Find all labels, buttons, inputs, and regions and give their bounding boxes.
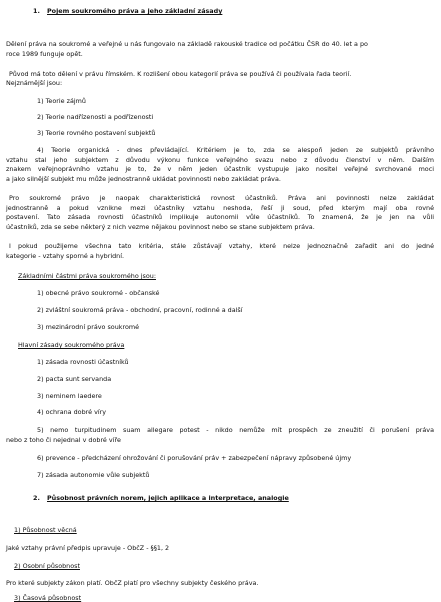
principle-item: 7) zásada autonomie vůle subjektů	[37, 471, 150, 479]
para2-line-3: postavení. Tato zásada rovnosti účastníků implikuje autonomii vůle účastníků. To znamená, že je jen na vůli	[6, 213, 434, 221]
principle-item: 2) pacta sunt servanda	[37, 375, 112, 383]
theory-item: 2) Teorie nadřízenosti a podřízenosti	[37, 113, 154, 121]
para2-line-1: Pro soukromé právo je naopak charakteristická rovnost účastníků. Práva ani povinnosti nelze zakládat	[9, 194, 434, 202]
theory4-line-2: vztahu stal jeho subjektem z důvodu výkonu funkce veřejného svazu nebo z důvodu členství v něm. Dalším	[6, 156, 434, 164]
para3-line-2: kategorie - vztahy sporné a hybridní.	[6, 252, 125, 260]
theory4-line-4: a jako silnější subjekt mu může jednostranně ukládat povinnosti nebo zakládat práva.	[6, 175, 281, 183]
intro-line-2: roce 1989 funguje opět.	[6, 50, 83, 58]
section-1-heading: Pojem soukromého práva a jeho základní zásady	[47, 7, 223, 15]
sub1-text: Jaké vztahy právní předpis upravuje - ObčZ - §§1, 2	[6, 544, 170, 552]
para2-line-2: jednostranně a pokud vznikne mezi účastníky vztahu neshoda, řeší ji soud, před kterým mají oba rovné	[6, 204, 434, 212]
theory4-line-3: znakem veřejnoprávního vztahu je to, že v něm jeden účastník vystupuje jako nositel veřejné svrchované moci	[6, 165, 434, 173]
principle-item: 6) prevence - předcházení ohrožování či porušování práv + zabezpečení nápravy způsobené újmy	[37, 454, 352, 462]
section-2-heading: Působnost právních norem, jejich aplikace a interpretace, analogie	[47, 494, 289, 502]
theory-item: 3) Teorie rovného postavení subjektů	[37, 129, 156, 137]
sub2-heading: 2) Osobní působnost	[14, 562, 80, 570]
principle-item: 4) ochrana dobré víry	[37, 408, 107, 416]
parts-item: 3) mezinárodní právo soukromé	[37, 323, 140, 331]
intro-line-1: Dělení práva na soukromé a veřejné u nás fungovalo na základě rakouské tradice od počátku ČSR do 40. let a po	[6, 40, 368, 48]
theory-item: 1) Teorie zájmů	[37, 97, 86, 105]
parts-heading: Základními částmi práva soukromého jsou:	[18, 272, 156, 280]
para1-line-2: Nejznámější jsou:	[6, 79, 63, 87]
para2-line-4: účastníků, zda se sebe některý z nich vezme nějakou povinnost nebo se stane subjektem práva.	[6, 223, 315, 231]
sub1-heading: 1) Působnost věcná	[14, 526, 77, 534]
sub2-text: Pro které subjekty zákon platí. ObčZ platí pro všechny subjekty českého práva.	[6, 579, 259, 587]
principle5-line-1: 5) nemo turpitudinem suam allegare potest - nikdo nemůže mít prospěch ze zneužití či porušení práva	[37, 426, 434, 434]
principle-item: 1) zásada rovnosti účastníků	[37, 358, 129, 366]
theory4-line-1: 4) Teorie organická - dnes převládající. Kritériem je to, zda se alespoň jeden ze subjektů právního	[37, 146, 434, 154]
principle-item: 3) neminem laedere	[37, 392, 102, 400]
parts-item: 1) obecné právo soukromé - občanské	[37, 289, 160, 297]
parts-item: 2) zvláštní soukromá práva - obchodní, pracovní, rodinné a další	[37, 306, 243, 314]
para3-line-1: I pokud použijeme všechna tato kritéria, stále zůstávají vztahy, které nelze jednoznačně zařadit ani do jedné	[9, 242, 434, 250]
section-2-number: 2.	[33, 494, 40, 502]
principles-heading: Hlavní zásady soukromého práva	[18, 341, 125, 349]
principle5-line-2: nebo z toho či nejednal v dobré víře	[6, 436, 121, 444]
para1-line-1: Původ má toto dělení v právu římském. K rozlišení obou kategorií práva se používá či používala řada teorií.	[9, 70, 352, 78]
section-1-number: 1.	[33, 7, 40, 15]
sub3-heading: 3) Časová působnost	[14, 594, 82, 602]
